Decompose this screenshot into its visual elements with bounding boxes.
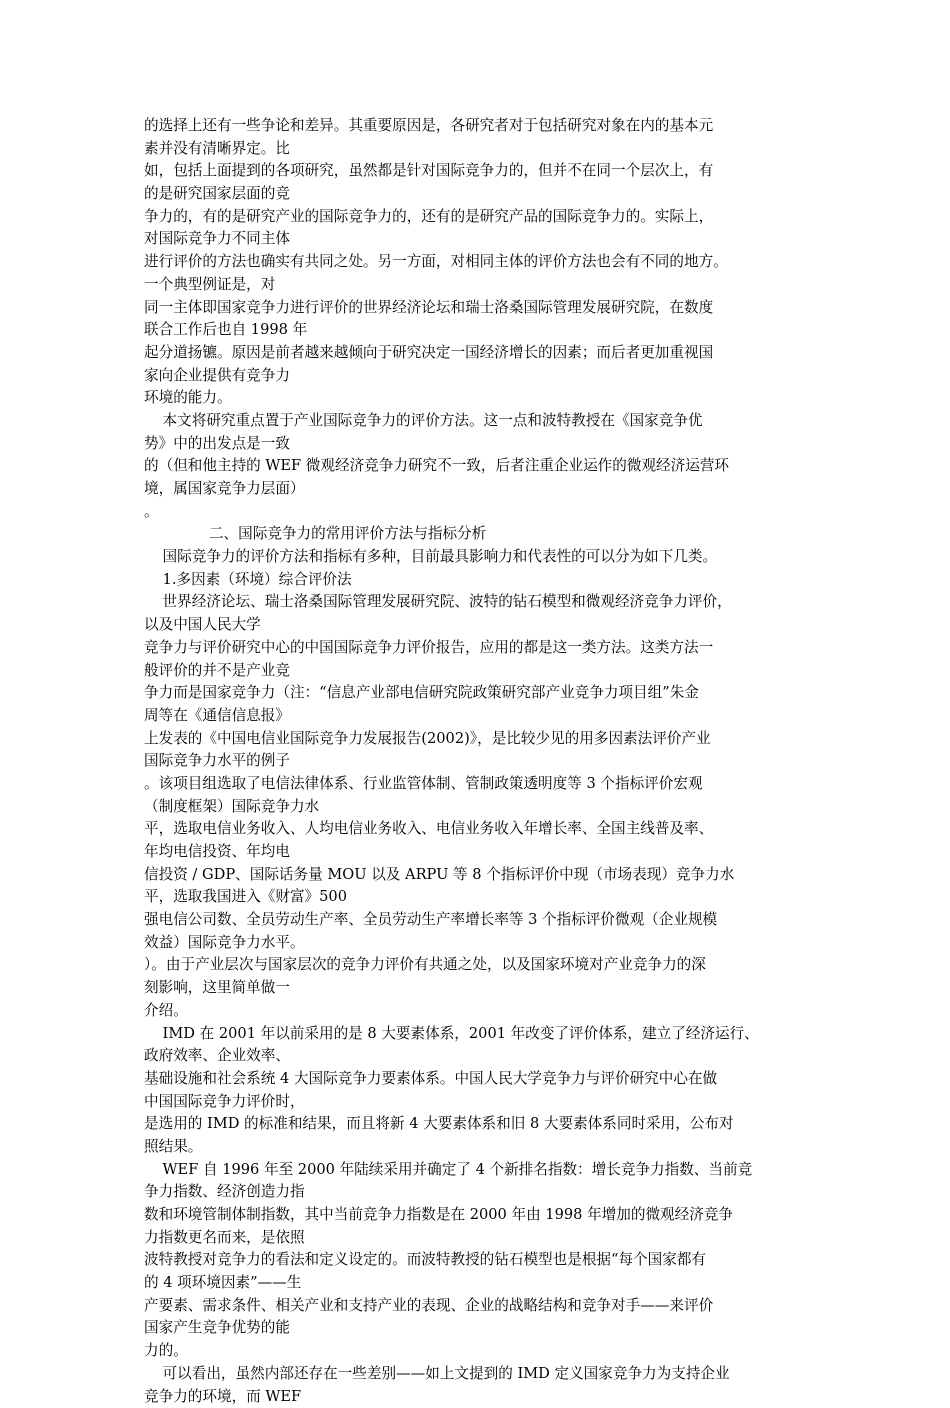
text-line: 的是研究国家层面的竞 <box>144 183 824 206</box>
text-line: 强电信公司数、全员劳动生产率、全员劳动生产率增长率等 3 个指标评价微观（企业规模 <box>144 909 824 932</box>
text-line: 信投资 / GDP、国际话务量 MOU 以及 ARPU 等 8 个指标评价中现（市场表现）竞争力水 <box>144 864 824 887</box>
text-line: 起分道扬镳。原因是前者越来越倾向于研究决定一国经济增长的因素；而后者更加重视国 <box>144 342 824 365</box>
subsection-heading: 1.多因素（环境）综合评价法 <box>144 569 824 592</box>
text-line: 世界经济论坛、瑞士洛桑国际管理发展研究院、波特的钻石模型和微观经济竞争力评价， <box>144 591 824 614</box>
text-line: 联合工作后也自 1998 年 <box>144 319 824 342</box>
text-line: 政府效率、企业效率、 <box>144 1045 824 1068</box>
text-line: 势》中的出发点是一致 <box>144 433 824 456</box>
text-line: 平，选取电信业务收入、人均电信业务收入、电信业务收入年增长率、全国主线普及率、 <box>144 818 824 841</box>
text-line: 的 4 项环境因素”——生 <box>144 1272 824 1295</box>
text-line: 上发表的《中国电信业国际竞争力发展报告(2002)》，是比较少见的用多因素法评价产业 <box>144 728 824 751</box>
text-line: 进行评价的方法也确实有共同之处。另一方面，对相同主体的评价方法也会有不同的地方。 <box>144 251 824 274</box>
text-line: 刻影响，这里简单做一 <box>144 977 824 1000</box>
text-line: 基础设施和社会系统 4 大国际竞争力要素体系。中国人民大学竞争力与评价研究中心在做 <box>144 1068 824 1091</box>
text-line: IMD 在 2001 年以前采用的是 8 大要素体系，2001 年改变了评价体系，建立了经济运行、 <box>144 1023 824 1046</box>
text-line: 争力而是国家竞争力（注：“信息产业部电信研究院政策研究部产业竞争力项目组”朱金 <box>144 682 824 705</box>
body-text <box>144 115 824 1408</box>
text-line: 平，选取我国进入《财富》500 <box>144 886 824 909</box>
text-line: 照结果。 <box>144 1136 824 1159</box>
text-line: 力的。 <box>144 1340 824 1363</box>
text-line: 是选用的 IMD 的标准和结果，而且将新 4 大要素体系和旧 8 大要素体系同时采用，公布对 <box>144 1113 824 1136</box>
text-line: 以及中国人民大学 <box>144 614 824 637</box>
text-line: 中国国际竞争力评价时， <box>144 1091 824 1114</box>
text-line: 的选择上还有一些争论和差异。其重要原因是，各研究者对于包括研究对象在内的基本元 <box>144 115 824 138</box>
text-line: 国际竞争力水平的例子 <box>144 750 824 773</box>
text-line: 家向企业提供有竞争力 <box>144 365 824 388</box>
text-line: 年均电信投资、年均电 <box>144 841 824 864</box>
text-line: 波特教授对竞争力的看法和定义设定的。而波特教授的钻石模型也是根据“每个国家都有 <box>144 1249 824 1272</box>
text-line: 同一主体即国家竞争力进行评价的世界经济论坛和瑞士洛桑国际管理发展研究院，在数度 <box>144 297 824 320</box>
text-line: 可以看出，虽然内部还存在一些差别——如上文提到的 IMD 定义国家竞争力为支持企业 <box>144 1363 824 1386</box>
text-line: 素并没有清晰界定。比 <box>144 138 824 161</box>
text-line: 争力指数、经济创造力指 <box>144 1181 824 1204</box>
text-line: 环境的能力。 <box>144 387 824 410</box>
text-line: 介绍。 <box>144 1000 824 1023</box>
text-line: 一个典型例证是，对 <box>144 274 824 297</box>
text-line: 境，属国家竞争力层面） <box>144 478 824 501</box>
section-heading: 二、国际竞争力的常用评价方法与指标分析 <box>144 523 824 546</box>
text-line: 。该项目组选取了电信法律体系、行业监管体制、管制政策透明度等 3 个指标评价宏观 <box>144 773 824 796</box>
text-line: 般评价的并不是产业竞 <box>144 660 824 683</box>
text-line: 国家产生竞争优势的能 <box>144 1317 824 1340</box>
text-line: 竞争力的环境，而 WEF <box>144 1386 824 1408</box>
text-line: 国际竞争力的评价方法和指标有多种，目前最具影响力和代表性的可以分为如下几类。 <box>144 546 824 569</box>
text-line: 竞争力与评价研究中心的中国国际竞争力评价报告，应用的都是这一类方法。这类方法一 <box>144 637 824 660</box>
text-line: 力指数更名而来，是依照 <box>144 1227 824 1250</box>
text-line: 争力的，有的是研究产业的国际竞争力的，还有的是研究产品的国际竞争力的。实际上， <box>144 206 824 229</box>
text-line: 周等在《通信信息报》 <box>144 705 824 728</box>
text-line: 对国际竞争力不同主体 <box>144 228 824 251</box>
text-line: 如，包括上面提到的各项研究，虽然都是针对国际竞争力的，但并不在同一个层次上，有 <box>144 160 824 183</box>
text-line: 本文将研究重点置于产业国际竞争力的评价方法。这一点和波特教授在《国家竞争优 <box>144 410 824 433</box>
text-line: 效益）国际竞争力水平。 <box>144 932 824 955</box>
text-line: 的（但和他主持的 WEF 微观经济竞争力研究不一致，后者注重企业运作的微观经济运营环 <box>144 455 824 478</box>
text-line: 。 <box>144 501 824 524</box>
text-line: （制度框架）国际竞争力水 <box>144 796 824 819</box>
text-line: ）。由于产业层次与国家层次的竞争力评价有共通之处，以及国家环境对产业竞争力的深 <box>144 954 824 977</box>
text-line: WEF 自 1996 年至 2000 年陆续采用并确定了 4 个新排名指数：增长竞争力指数、当前竞 <box>144 1159 824 1182</box>
text-line: 产要素、需求条件、相关产业和支持产业的表现、企业的战略结构和竞争对手——来评价 <box>144 1295 824 1318</box>
text-line: 数和环境管制体制指数，其中当前竞争力指数是在 2000 年由 1998 年增加的微观经济竞争 <box>144 1204 824 1227</box>
